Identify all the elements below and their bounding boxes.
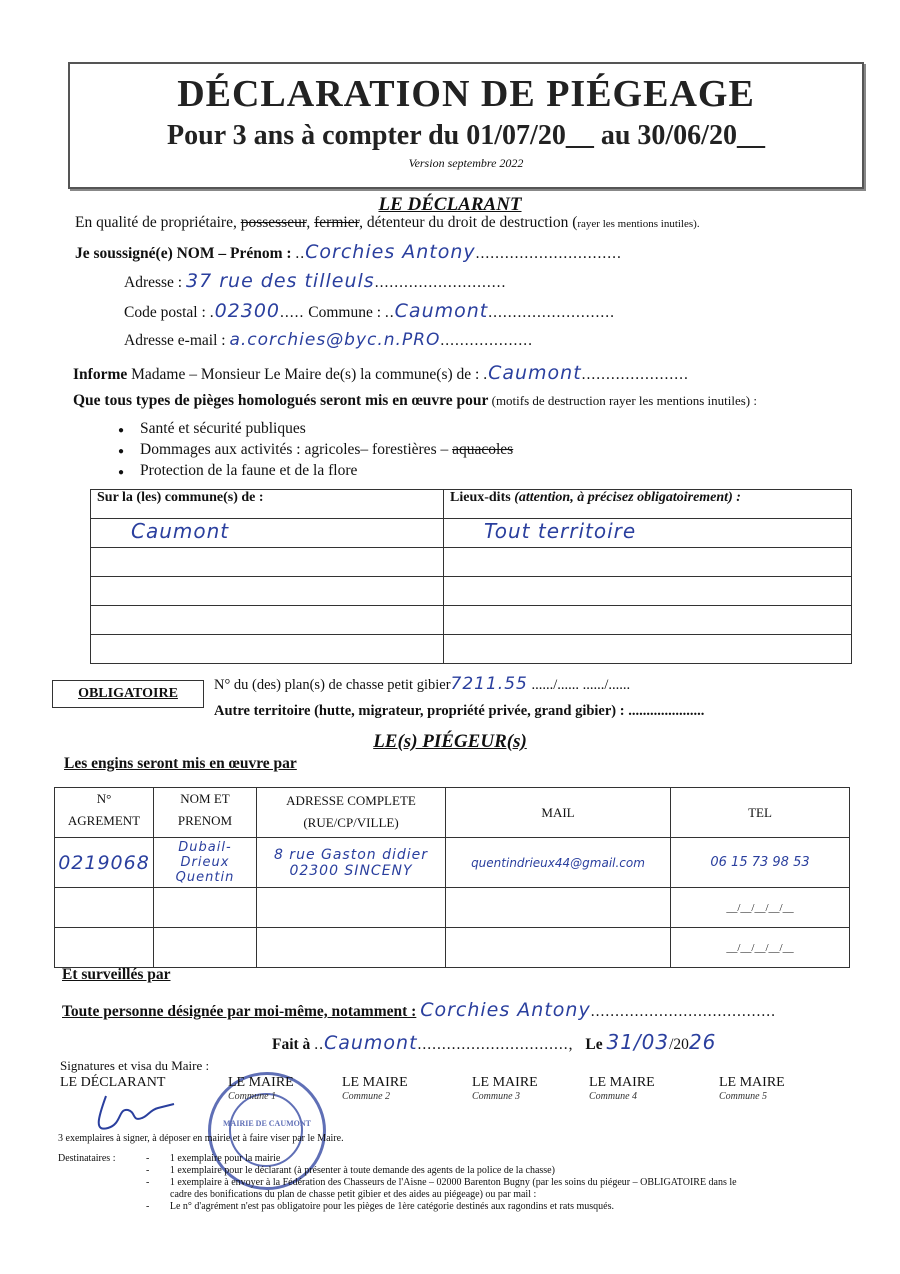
name-line: Je soussigné(e) NOM – Prénom : ..Corchies Antony..............................: [75, 241, 622, 263]
email-field[interactable]: a.corchies@byc.n.PRO: [229, 330, 441, 350]
piegeurs-section-title: LE(s) PIÉGEUR(s): [373, 731, 527, 752]
stamp-text: MAIRIE DE CAUMONT: [223, 1119, 311, 1128]
postal-label: Code postal :: [124, 304, 206, 321]
tel-header: TEL: [671, 788, 850, 838]
lieux-header: Lieux-dits (attention, à précisez obligatoirement) :: [444, 490, 852, 519]
nom-header: NOM ET PRENOM: [154, 788, 257, 838]
commune-cell[interactable]: [91, 606, 444, 635]
adresse-cell[interactable]: [257, 888, 446, 928]
communes-table: [90, 489, 852, 664]
lieu-cell[interactable]: Tout territoire: [444, 519, 852, 548]
bullet-item: ● Dommages aux activités : agricoles– forestières – aquacoles: [118, 441, 514, 458]
table-header-row: [91, 490, 852, 519]
title-box: [68, 62, 864, 189]
agrement-cell[interactable]: [55, 928, 154, 968]
table-row: [91, 577, 852, 606]
declarant-signature-label: LE DÉCLARANT: [60, 1075, 166, 1090]
year-field[interactable]: 26: [688, 1030, 717, 1054]
list-item: - Le n° d'agrément n'est pas obligatoire pour les pièges de 1ère catégorie destinés aux ragondins et rats musqués.: [146, 1201, 614, 1212]
lieu-cell[interactable]: [444, 635, 852, 664]
purpose-line: Que tous types de pièges homologués seront mis en œuvre pour (motifs de destruction rayer les mentions inutiles) :: [73, 392, 757, 409]
mail-cell[interactable]: [446, 888, 671, 928]
mail-cell[interactable]: quentindrieux44@gmail.com: [446, 838, 671, 888]
inform-commune-field[interactable]: Caumont: [488, 362, 582, 384]
nom-cell[interactable]: [154, 928, 257, 968]
adresse-header: ADRESSE COMPLETE (RUE/CP/VILLE): [257, 788, 446, 838]
destinataires-list: [146, 1153, 737, 1213]
lieu-cell[interactable]: [444, 606, 852, 635]
bullet-item: ● Santé et sécurité publiques: [118, 420, 306, 437]
purpose-bullets: [118, 420, 513, 483]
agrement-cell[interactable]: [55, 888, 154, 928]
table-row: [55, 928, 850, 968]
communes-header: Sur la (les) commune(s) de :: [91, 490, 444, 519]
plan-label: N° du (des) plan(s) de chasse petit gibier: [214, 677, 451, 693]
fait-label: Fait à: [272, 1036, 311, 1053]
commune-field[interactable]: Caumont: [394, 300, 489, 322]
tel-cell[interactable]: 06 15 73 98 53: [671, 838, 850, 888]
adresse-cell[interactable]: 8 rue Gaston didier 02300 SINCENY: [257, 838, 446, 888]
fait-line: Fait à ..Caumont..............................., Le 31/03/2026: [272, 1030, 717, 1054]
visa-label: Signatures et visa du Maire :: [60, 1058, 210, 1073]
surveillance-line: Toute personne désignée par moi-même, notamment : Corchies Antony......................................: [62, 999, 776, 1021]
name-label: Je soussigné(e) NOM – Prénom :: [75, 245, 292, 262]
fait-field[interactable]: Caumont: [323, 1032, 418, 1054]
email-label: Adresse e-mail :: [124, 332, 226, 349]
destinataires-label: Destinataires :: [58, 1153, 116, 1164]
piegeurs-intro: Les engins seront mis en œuvre par: [64, 755, 297, 772]
tel-cell[interactable]: __/__/__/__/__: [671, 928, 850, 968]
list-item-continued: cadre des bonifications du plan de chasse petit gibier et des aides au piégeage) ou par mail :: [170, 1189, 537, 1200]
quality-line: En qualité de propriétaire, possesseur, fermier, détenteur du droit de destruction (rayer les mentions inutiles).: [75, 214, 700, 231]
mayor-block: LE MAIRE Commune 1: [228, 1075, 294, 1102]
nom-cell[interactable]: Dubail-Drieux Quentin: [154, 838, 257, 888]
date-field[interactable]: 31/03: [606, 1030, 670, 1054]
list-item: - 1 exemplaire pour la mairie: [146, 1153, 281, 1164]
table-row: [55, 888, 850, 928]
postal-line: Code postal : .02300..... Commune : ..Caumont..........................: [124, 300, 615, 322]
copies-note: 3 exemplaires à signer, à déposer en mairie et à faire viser par le Maire.: [58, 1133, 344, 1144]
obligatoire-badge: OBLIGATOIRE: [52, 680, 204, 708]
version-label: Version septembre 2022: [408, 156, 524, 170]
mayor-block: LE MAIRE Commune 4: [589, 1075, 655, 1102]
declarant-section-title: LE DÉCLARANT: [378, 194, 522, 215]
mail-header: MAIL: [446, 788, 671, 838]
mayor-block: LE MAIRE Commune 2: [342, 1075, 408, 1102]
commune-label: Commune :: [308, 304, 382, 321]
mail-cell[interactable]: [446, 928, 671, 968]
table-row: [55, 838, 850, 888]
address-label: Adresse :: [124, 274, 183, 291]
commune-cell[interactable]: [91, 635, 444, 664]
page-title: DÉCLARATION DE PIÉGEAGE: [177, 73, 755, 115]
agrement-header: N° AGREMENT: [55, 788, 154, 838]
surveillance-title: Et surveillés par: [62, 966, 171, 983]
adresse-cell[interactable]: [257, 928, 446, 968]
surveillance-field[interactable]: Corchies Antony: [420, 999, 591, 1021]
declarant-signature: [88, 1088, 178, 1138]
address-line: Adresse : 37 rue des tilleuls...........................: [124, 270, 507, 292]
page-subtitle: Pour 3 ans à compter du 01/07/20__ au 30/06/20__: [167, 120, 765, 151]
address-field[interactable]: 37 rue des tilleuls: [186, 270, 375, 292]
bullet-item: ● Protection de la faune et de la flore: [118, 462, 358, 479]
commune-cell[interactable]: Caumont: [91, 519, 444, 548]
surveillance-label: Toute personne désignée par moi-même, notamment :: [62, 1003, 417, 1020]
postal-field[interactable]: 02300: [214, 300, 281, 322]
mayor-block: LE MAIRE Commune 3: [472, 1075, 538, 1102]
inform-line: Informe Madame – Monsieur Le Maire de(s) la commune(s) de : .Caumont......................: [73, 362, 689, 384]
piegeurs-table: [54, 787, 850, 968]
plan-number-field[interactable]: 7211.55: [450, 674, 528, 694]
table-row: [91, 635, 852, 664]
table-row: [91, 519, 852, 548]
agrement-cell[interactable]: 0219068: [55, 838, 154, 888]
date-label: Le: [585, 1036, 603, 1053]
name-field[interactable]: Corchies Antony: [305, 241, 476, 263]
list-item: - 1 exemplaire pour le déclarant (à présenter à toute demande des agents de la police de la chasse): [146, 1165, 555, 1176]
plan-line: N° du (des) plan(s) de chasse petit gibier7211.55 ....../...... ....../......: [214, 674, 631, 694]
table-row: [91, 548, 852, 577]
list-item: - 1 exemplaire à envoyer à la Fédération des Chasseurs de l'Aisne – 02000 Barenton Bugny (par les soins du piégeur – OBLIGATOIRE dans le: [146, 1177, 737, 1188]
table-header-row: [55, 788, 850, 838]
table-row: [91, 606, 852, 635]
commune-cell[interactable]: [91, 577, 444, 606]
lieu-cell[interactable]: [444, 548, 852, 577]
tel-cell[interactable]: __/__/__/__/__: [671, 888, 850, 928]
lieu-cell[interactable]: [444, 577, 852, 606]
nom-cell[interactable]: [154, 888, 257, 928]
email-line: Adresse e-mail : a.corchies@byc.n.PRO...................: [124, 330, 534, 350]
mayor-block: LE MAIRE Commune 5: [719, 1075, 785, 1102]
commune-cell[interactable]: [91, 548, 444, 577]
other-territory-line: Autre territoire (hutte, migrateur, propriété privée, grand gibier) : .....................: [214, 703, 705, 719]
